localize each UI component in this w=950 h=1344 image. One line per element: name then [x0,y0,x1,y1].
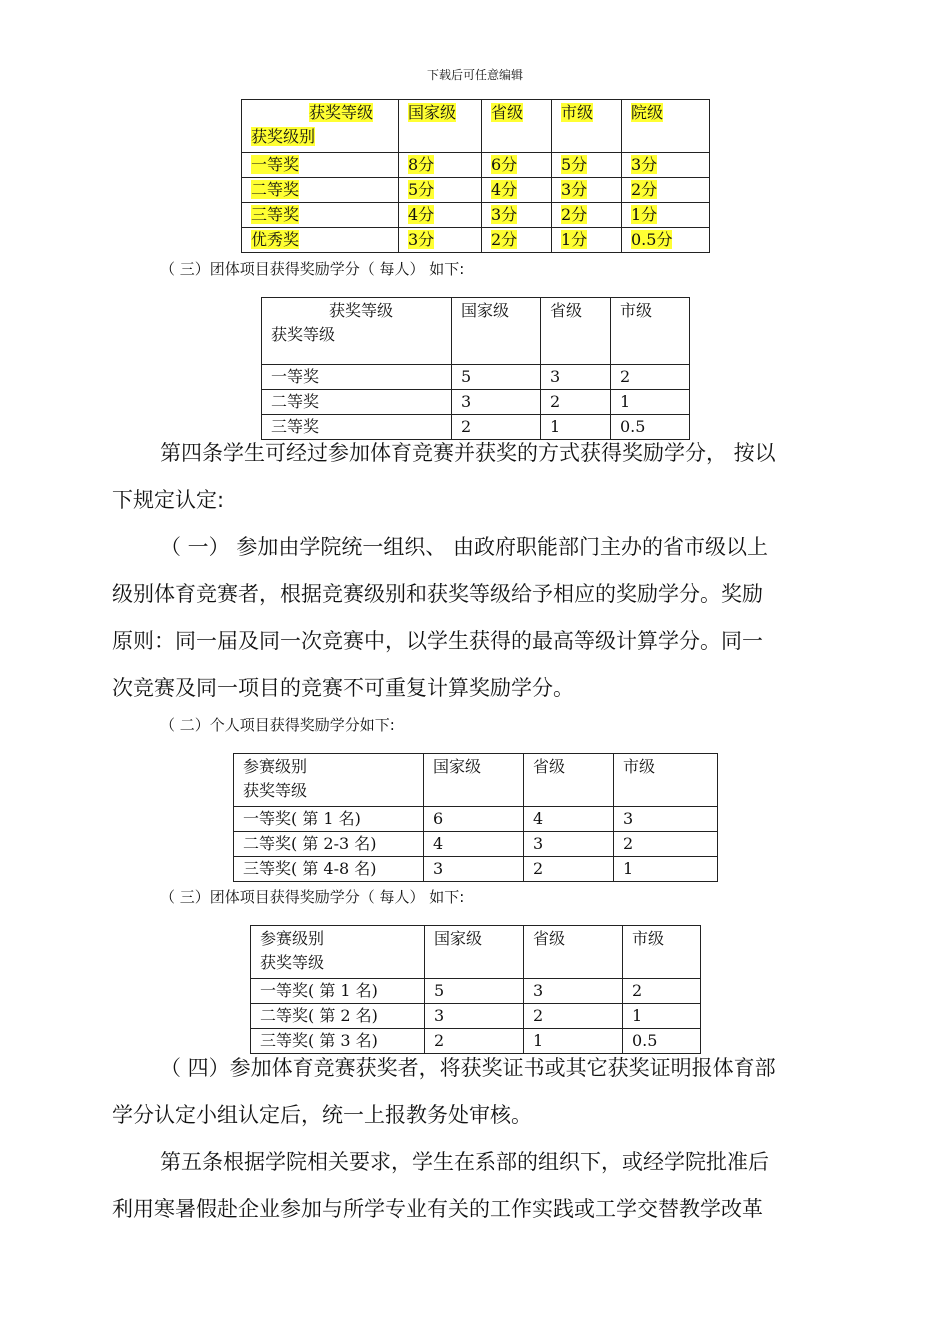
table-row: 三等奖( 第 3 名) 2 1 0.5 [251,1029,701,1054]
col-header: 国家级 [399,100,482,153]
col-header: 国家级 [424,754,524,807]
table-row: 一等奖( 第 1 名) 5 3 2 [251,979,701,1004]
table-corner-cell: 获奖等级 获奖级别 [242,100,399,153]
table-row: 一等奖 5 3 2 [262,365,690,390]
table-row: 三等奖 2 1 0.5 [262,415,690,440]
table-row: 一等奖( 第 1 名) 6 4 3 [234,807,718,832]
caption-team-awards: （ 三）团体项目获得奖励学分（ 每人） 如下: [160,260,465,278]
paragraph: （ 一） 参加由学院统一组织、 由政府职能部门主办的省市级以上 级别体育竞赛者，根据竞赛级别和获奖等级给予相应的奖励学分。奖励 原则：同一届及同一次竞赛中，以学生获得的最高等级计算学分。同一 次竞赛及同一项目的竞赛不可重复计算奖励学分。 [112,535,769,700]
col-header: 省级 [524,926,623,979]
table-corner-cell: 参赛级别 获奖等级 [251,926,425,979]
table-row: 优秀奖 3分 2分 1分 0.5分 [242,228,710,253]
col-header: 省级 [541,298,611,365]
paragraph: （ 四）参加体育竞赛获奖者，将获奖证书或其它获奖证明报体育部 学分认定小组认定后，统一上报教务处审核。 [112,1056,776,1127]
col-header: 省级 [482,100,552,153]
col-header: 省级 [524,754,614,807]
col-header: 院级 [622,100,710,153]
col-header: 国家级 [425,926,524,979]
individual-competition-credit-table [233,753,718,882]
award-credit-table-highlighted [241,99,710,253]
table-row: 三等奖 4分 3分 2分 1分 [242,203,710,228]
table-row: 二等奖( 第 2 名) 3 2 1 [251,1004,701,1029]
col-header: 国家级 [452,298,541,365]
caption-individual-awards: （ 二）个人项目获得奖励学分如下: [160,716,395,734]
table-row: 二等奖( 第 2-3 名) 4 3 2 [234,832,718,857]
table-corner-cell: 参赛级别 获奖等级 [234,754,424,807]
col-header: 市级 [611,298,690,365]
page-header: 下载后可任意编辑 [426,68,523,82]
table-row: 二等奖 5分 4分 3分 2分 [242,178,710,203]
paragraph: 第五条根据学院相关要求，学生在系部的组织下，或经学院批准后 利用寒暑假赴企业参加与所学专业有关的工作实践或工学交替教学改革 [112,1150,769,1221]
table-corner-cell: 获奖等级 获奖等级 [262,298,452,365]
col-header: 市级 [614,754,718,807]
team-award-credit-table [261,297,690,440]
col-header: 市级 [552,100,622,153]
table-row: 一等奖 8分 6分 5分 3分 [242,153,710,178]
col-header: 市级 [623,926,701,979]
article-4-section [112,430,842,712]
article-5-section [112,1045,842,1233]
table-row: 三等奖( 第 4-8 名) 3 2 1 [234,857,718,882]
caption-team-awards-2: （ 三）团体项目获得奖励学分（ 每人） 如下: [160,888,465,906]
table-row: 二等奖 3 2 1 [262,390,690,415]
paragraph: 第四条学生可经过参加体育竞赛并获奖的方式获得奖励学分， 按以 下规定认定: [112,441,776,512]
team-competition-credit-table [250,925,701,1054]
